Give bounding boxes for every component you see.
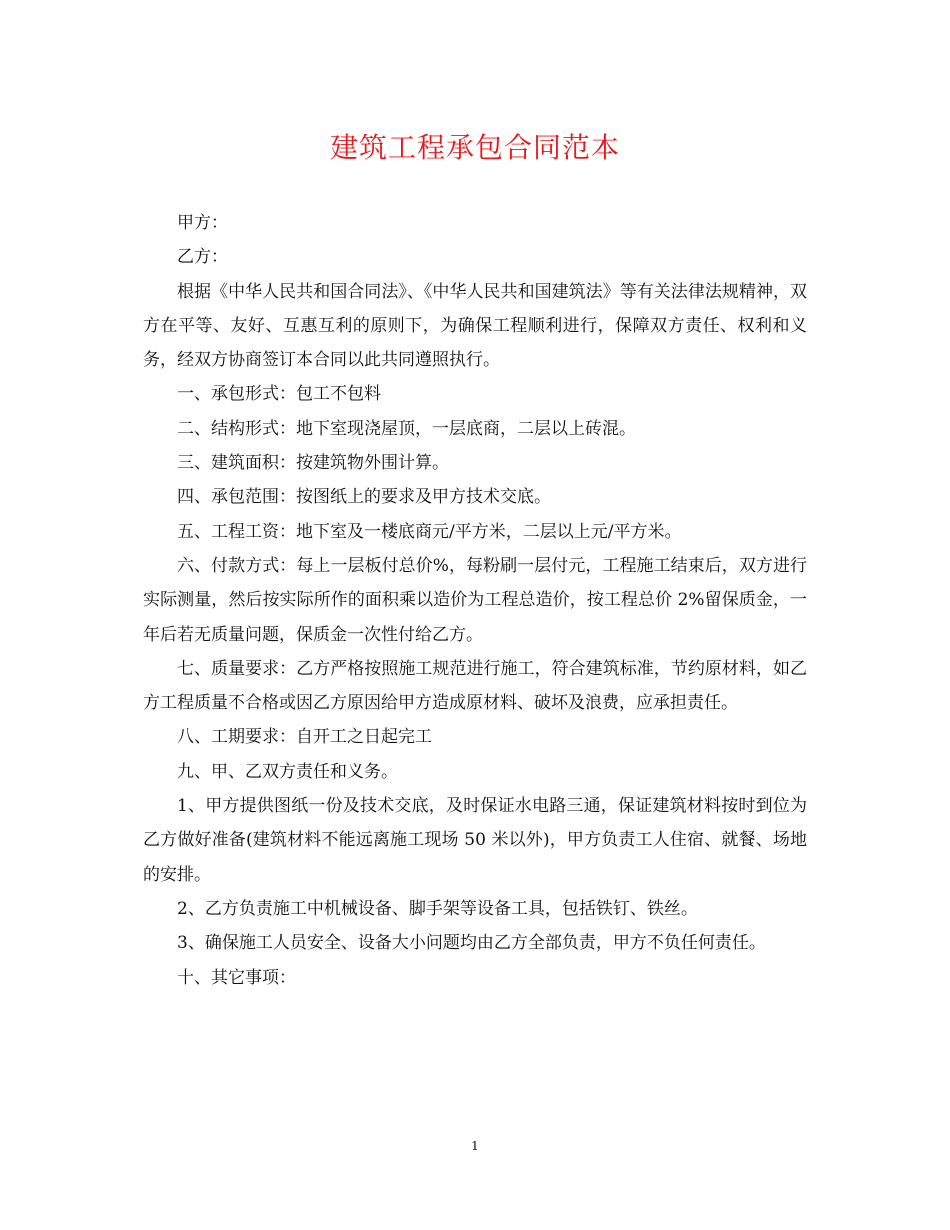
paragraph-clause-1: 一、承包形式：包工不包料 xyxy=(177,384,381,405)
paragraph-item-3: 3、确保施工人员安全、设备大小问题均由乙方全部负责，甲方不负任何责任。 xyxy=(177,933,766,954)
paragraph-clause-8: 八、工期要求：自开工之日起完工 xyxy=(177,727,432,748)
page-number: 1 xyxy=(471,1139,479,1153)
paragraph-clause-4: 四、承包范围：按图纸上的要求及甲方技术交底。 xyxy=(177,487,551,508)
document-title: 建筑工程承包合同范本 xyxy=(329,131,620,164)
paragraph-clause-6: 六、付款方式：每上一层板付总价%，每粉刷一层付元，工程施工结束后，双方进行实际测量，然后按实际所作的面积乘以造价为工程总造价，按工程总价 2%留保质金，一年后若无质量问题，保质金一次性付给乙方。 xyxy=(143,555,807,645)
paragraph-clause-5: 五、工程工资：地下室及一楼底商元/平方米，二层以上元/平方米。 xyxy=(177,521,682,542)
paragraph-clause-10: 十、其它事项： xyxy=(177,967,296,988)
paragraph-clause-7: 七、质量要求：乙方严格按照施工规范进行施工，符合建筑标准，节约原材料，如乙方工程质量不合格或因乙方原因给甲方造成原材料、破坏及浪费，应承担责任。 xyxy=(143,658,807,714)
paragraph-clause-9: 九、甲、乙双方责任和义务。 xyxy=(177,761,398,782)
paragraph-preamble: 根据《中华人民共和国合同法》、《中华人民共和国建筑法》等有关法律法规精神，双方在平等、友好、互惠互利的原则下，为确保工程顺利进行，保障双方责任、权利和义务，经双方协商签订本合同以此共同遵照执行。 xyxy=(143,281,807,371)
paragraph-item-1: 1、甲方提供图纸一份及技术交底，及时保证水电路三通，保证建筑材料按时到位为乙方做好准备(建筑材料不能远离施工现场 50 米以外)，甲方负责工人住宿、就餐、场地的安排。 xyxy=(143,796,807,885)
paragraph-party-b: 乙方： xyxy=(177,247,228,268)
paragraph-clause-2: 二、结构形式：地下室现浇屋顶，一层底商，二层以上砖混。 xyxy=(177,418,636,439)
document-body xyxy=(143,206,807,995)
paragraph-clause-3: 三、建筑面积：按建筑物外围计算。 xyxy=(177,453,449,474)
paragraph-party-a: 甲方： xyxy=(177,213,228,233)
paragraph-item-2: 2、乙方负责施工中机械设备、脚手架等设备工具，包括铁钉、铁丝。 xyxy=(177,898,698,919)
